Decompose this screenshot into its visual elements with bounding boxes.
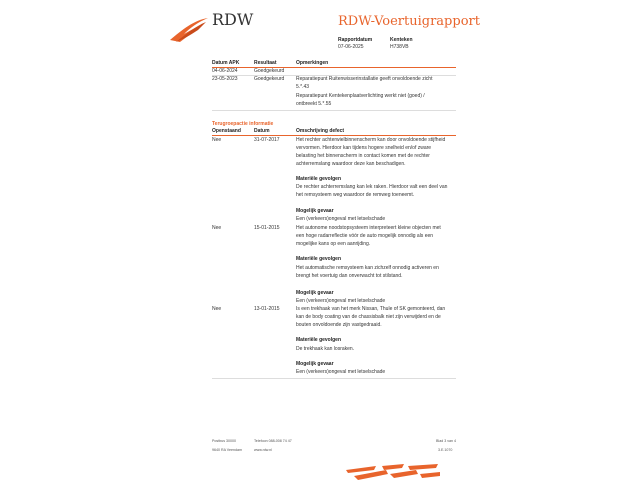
report-title: RDW-Voertuigrapport — [338, 14, 480, 29]
plate-label: Kenteken — [390, 37, 413, 43]
recall-row-3-danger-1: Een (verkeers)ongeval met letselschade — [296, 369, 386, 375]
plate-value: H738VB — [390, 44, 409, 50]
recall-row-1-material-2: het remsysteem weg waardoor de remweg toeneemt. — [296, 192, 415, 198]
apk-row-1-result: Goedgekeurd — [254, 68, 285, 74]
recall-section-title: Terugroepactie informatie — [212, 121, 274, 127]
recall-header-date: Datum — [254, 128, 270, 134]
footer-code: 3.E.1070 — [438, 448, 453, 452]
recall-row-3-danger-label: Mogelijk gevaar — [296, 361, 334, 367]
apk-header-notes: Opmerkingen — [296, 60, 329, 66]
recall-row-2-open: Nee — [212, 225, 222, 231]
apk-row-2-note-4: ontbreekt 5.*.55 — [296, 101, 332, 107]
recall-row-1-danger-label: Mogelijk gevaar — [296, 208, 334, 214]
apk-header-result: Resultaat — [254, 60, 277, 66]
recall-row-2-defect-2: een hoge radarreflectie vóór de auto mogelijk onnodig als een — [296, 233, 434, 239]
recall-row-1-defect-4: achterremslang waardoor deze kan beschadigen. — [296, 161, 406, 167]
footer-city: 9640 RA Veendam — [212, 448, 242, 452]
apk-table-bottom — [212, 110, 456, 111]
decorative-stripes-icon — [346, 464, 440, 480]
recall-header-defect: Omschrijving defect — [296, 128, 345, 134]
apk-row-1-date: 04-06-2024 — [212, 68, 238, 74]
report-date-value: 07-06-2025 — [338, 44, 364, 50]
apk-row-2-note-1: Reparatiepunt Ruitenwisserinstallatie geeft onvoldoende zicht — [296, 76, 433, 82]
recall-row-3-date: 13-01-2015 — [254, 306, 280, 312]
recall-row-2-material-2: brengt het voertuig dan onverwacht tot stilstand. — [296, 273, 403, 279]
recall-row-2-defect-3: mogelijke kans op een aanrijding. — [296, 241, 371, 247]
logo-text: RDW — [212, 10, 254, 29]
apk-row-2-result: Goedgekeurd — [254, 76, 285, 82]
footer-page: Blad 3 van 4 — [436, 439, 456, 443]
recall-row-1-material-label: Materiële gevolgen — [296, 176, 342, 182]
apk-header-date: Datum APK — [212, 60, 240, 66]
recall-row-1-danger-1: Een (verkeers)ongeval met letselschade — [296, 216, 386, 222]
recall-row-3-material-label: Materiële gevolgen — [296, 337, 342, 343]
recall-row-2-defect-1: Het autonome noodstopsysteem interpreteert kleine objecten met — [296, 225, 441, 231]
recall-row-3-material-1: De trekhaak kan losraken. — [296, 346, 355, 352]
recall-row-2-material-1: Het automatische remsysteem kan zichzelf onnodig activeren en — [296, 265, 439, 271]
recall-row-3-open: Nee — [212, 306, 222, 312]
recall-row-3-defect-2: kan de body coating van de chassisbalk niet zijn verwijderd en de — [296, 314, 441, 320]
recall-row-2-danger-1: Een (verkeers)ongeval met letselschade — [296, 298, 386, 304]
recall-row-2-date: 15-01-2015 — [254, 225, 280, 231]
recall-header-open: Openstaand — [212, 128, 241, 134]
footer-phone: Telefoon 088-008 74 47 — [254, 439, 292, 443]
apk-row-2-note-3: Reparatiepunt Kentekenplaatverlichting werkt niet (goed) / — [296, 93, 425, 99]
apk-row-2-date: 23-05-2023 — [212, 76, 238, 82]
recall-row-1-open: Nee — [212, 137, 222, 143]
recall-row-1-defect-2: vervormen. Hierdoor kan tijdens hogere snelheid en/of zware — [296, 145, 432, 151]
recall-row-3-defect-1: Is een trekhaak van het merk Nissan, Thule of SK gemonteerd, dan — [296, 306, 446, 312]
recall-row-2-danger-label: Mogelijk gevaar — [296, 290, 334, 296]
recall-row-3-defect-3: bouten onvoldoende zijn vastgedraaid. — [296, 322, 382, 328]
recall-row-1-defect-3: belasting het binnenscherm in contact komen met de rechter — [296, 153, 430, 159]
recall-row-1-date: 31-07-2017 — [254, 137, 280, 143]
apk-header-rule — [212, 67, 456, 68]
report-date-label: Rapportdatum — [338, 37, 373, 43]
apk-row-2-note-2: 5.*.43 — [296, 84, 310, 90]
recall-table-bottom — [212, 378, 456, 379]
recall-row-2-material-label: Materiële gevolgen — [296, 256, 342, 262]
footer-postbus: Postbus 30000 — [212, 439, 236, 443]
recall-row-1-defect-1: Het rechter achterwielbinnenscherm kan door onvoldoende stijfheid — [296, 137, 446, 143]
footer-web: www.rdw.nl — [254, 448, 272, 452]
recall-row-1-material-1: De rechter achterremslang kan lek raken. Hierdoor valt een deel van — [296, 184, 448, 190]
